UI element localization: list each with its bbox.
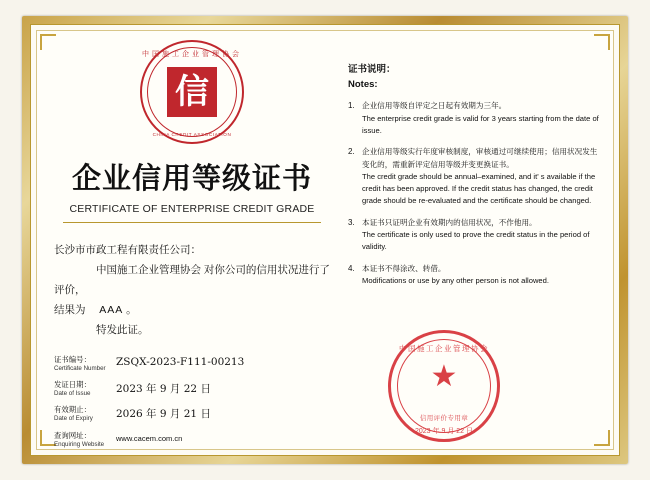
notes-heading-cn: 证书说明： (348, 64, 396, 75)
body-line-3: 特发此证。 (96, 323, 149, 336)
field-date-of-expiry (54, 405, 340, 423)
body-company-line: 长沙市市政工程有限责任公司： (54, 244, 201, 256)
seal-star-icon: ★ (430, 360, 458, 394)
title-divider (63, 222, 321, 223)
note-item (348, 263, 600, 288)
field-label-en: Date of Expiry (54, 415, 93, 423)
field-label (54, 380, 112, 398)
note-text (362, 217, 600, 254)
field-value: ZSQX-2023-F111-00213 (116, 355, 245, 368)
notes-heading (348, 62, 600, 92)
note-item (348, 217, 600, 254)
note-number: 3. (348, 217, 355, 227)
seal-date-text: 2023 年 9 月 22 日 (415, 428, 473, 435)
note-number: 1. (348, 101, 355, 111)
note-number: 2. (348, 147, 355, 157)
body-line-2-suffix: 。 (126, 303, 137, 316)
certificate-body (44, 241, 340, 341)
field-enquiring-website (54, 431, 340, 449)
notes-list (348, 100, 600, 287)
corner-ornament-bottom-right (594, 430, 610, 446)
certificate-content (36, 30, 614, 450)
certificate-title-cn: 企业信用等级证书 (71, 161, 312, 195)
note-text-en: The credit grade should be annual–examined, and it' s available if the credit has been approved. If the credit status has changed, the credit grade should be re-evaluated and the certificate should be changed. (362, 171, 596, 206)
emblem-center-character: 信 (175, 72, 209, 112)
field-label-cn: 证书编号： (54, 354, 91, 364)
field-certificate-number (54, 355, 340, 373)
field-label-en: Enquiring Website (54, 440, 105, 448)
seal-top-text: 中国施工企业管理协会 (399, 344, 489, 353)
field-label (54, 431, 112, 449)
field-label-en: Date of Issue (54, 390, 91, 398)
note-text-cn: 企业信用等级实行年度审核制度，审核通过可继续使用；信用状况发生变化的，需重新评定信用等级并变更换证书。 (362, 147, 598, 169)
notes-column (348, 62, 600, 296)
field-label (54, 405, 112, 423)
field-label-en: Certificate Number (54, 364, 106, 372)
note-text-en: The certificate is only used to prove the credit status in the period of validity. (362, 230, 590, 252)
note-text-en: The enterprise credit grade is valid for 3 years starting from the date of issue. (362, 113, 599, 135)
field-label-cn: 查询网址： (54, 430, 91, 440)
certificate-fields (44, 355, 340, 449)
note-text (362, 146, 600, 207)
emblem-center-block (167, 67, 217, 117)
field-label-cn: 发证日期： (54, 380, 91, 390)
note-text (362, 100, 600, 137)
association-emblem-icon (140, 40, 244, 144)
certificate-main-column (44, 36, 340, 450)
field-value: 2023 年 9 月 22 日 (116, 383, 211, 396)
emblem-arc-text-top: 中国施工企业管理协会 (142, 51, 242, 58)
emblem-container (44, 40, 340, 144)
note-text-cn: 本证书只证明企业有效期内的信用状况，不作他用。 (362, 217, 537, 227)
field-date-of-issue (54, 380, 340, 398)
note-number: 4. (348, 263, 355, 273)
note-text (362, 263, 600, 288)
note-text-en: Modifications or use by any other person is not allowed. (362, 275, 549, 285)
field-label (54, 355, 112, 373)
corner-ornament-top-right (594, 34, 610, 50)
field-value-website[interactable]: www.cacem.com.cn (116, 433, 183, 443)
official-seal-stamp-icon (388, 330, 500, 442)
notes-heading-en: Notes: (348, 79, 378, 91)
note-text-cn: 本证书不得涂改、转借。 (362, 263, 446, 273)
body-line-1: 中国施工企业管理协会 对你公司的信用状况进行了评价， (54, 263, 330, 296)
note-text-cn: 企业信用等级自评定之日起有效期为三年。 (362, 101, 507, 111)
seal-bottom-text: 信用评价专用章 (419, 415, 469, 422)
field-value: 2026 年 9 月 21 日 (116, 408, 211, 421)
emblem-arc-text-bottom: CHINA CREDIT ASSOCIATION (152, 132, 232, 137)
certificate-title-en: CERTIFICATE OF ENTERPRISE CREDIT GRADE (69, 203, 315, 215)
note-item (348, 146, 600, 207)
body-line-2-prefix: 结果为 (54, 303, 86, 316)
field-label-cn: 有效期止： (54, 405, 91, 415)
credit-grade-value: AAA (99, 303, 124, 316)
note-item (348, 100, 600, 137)
